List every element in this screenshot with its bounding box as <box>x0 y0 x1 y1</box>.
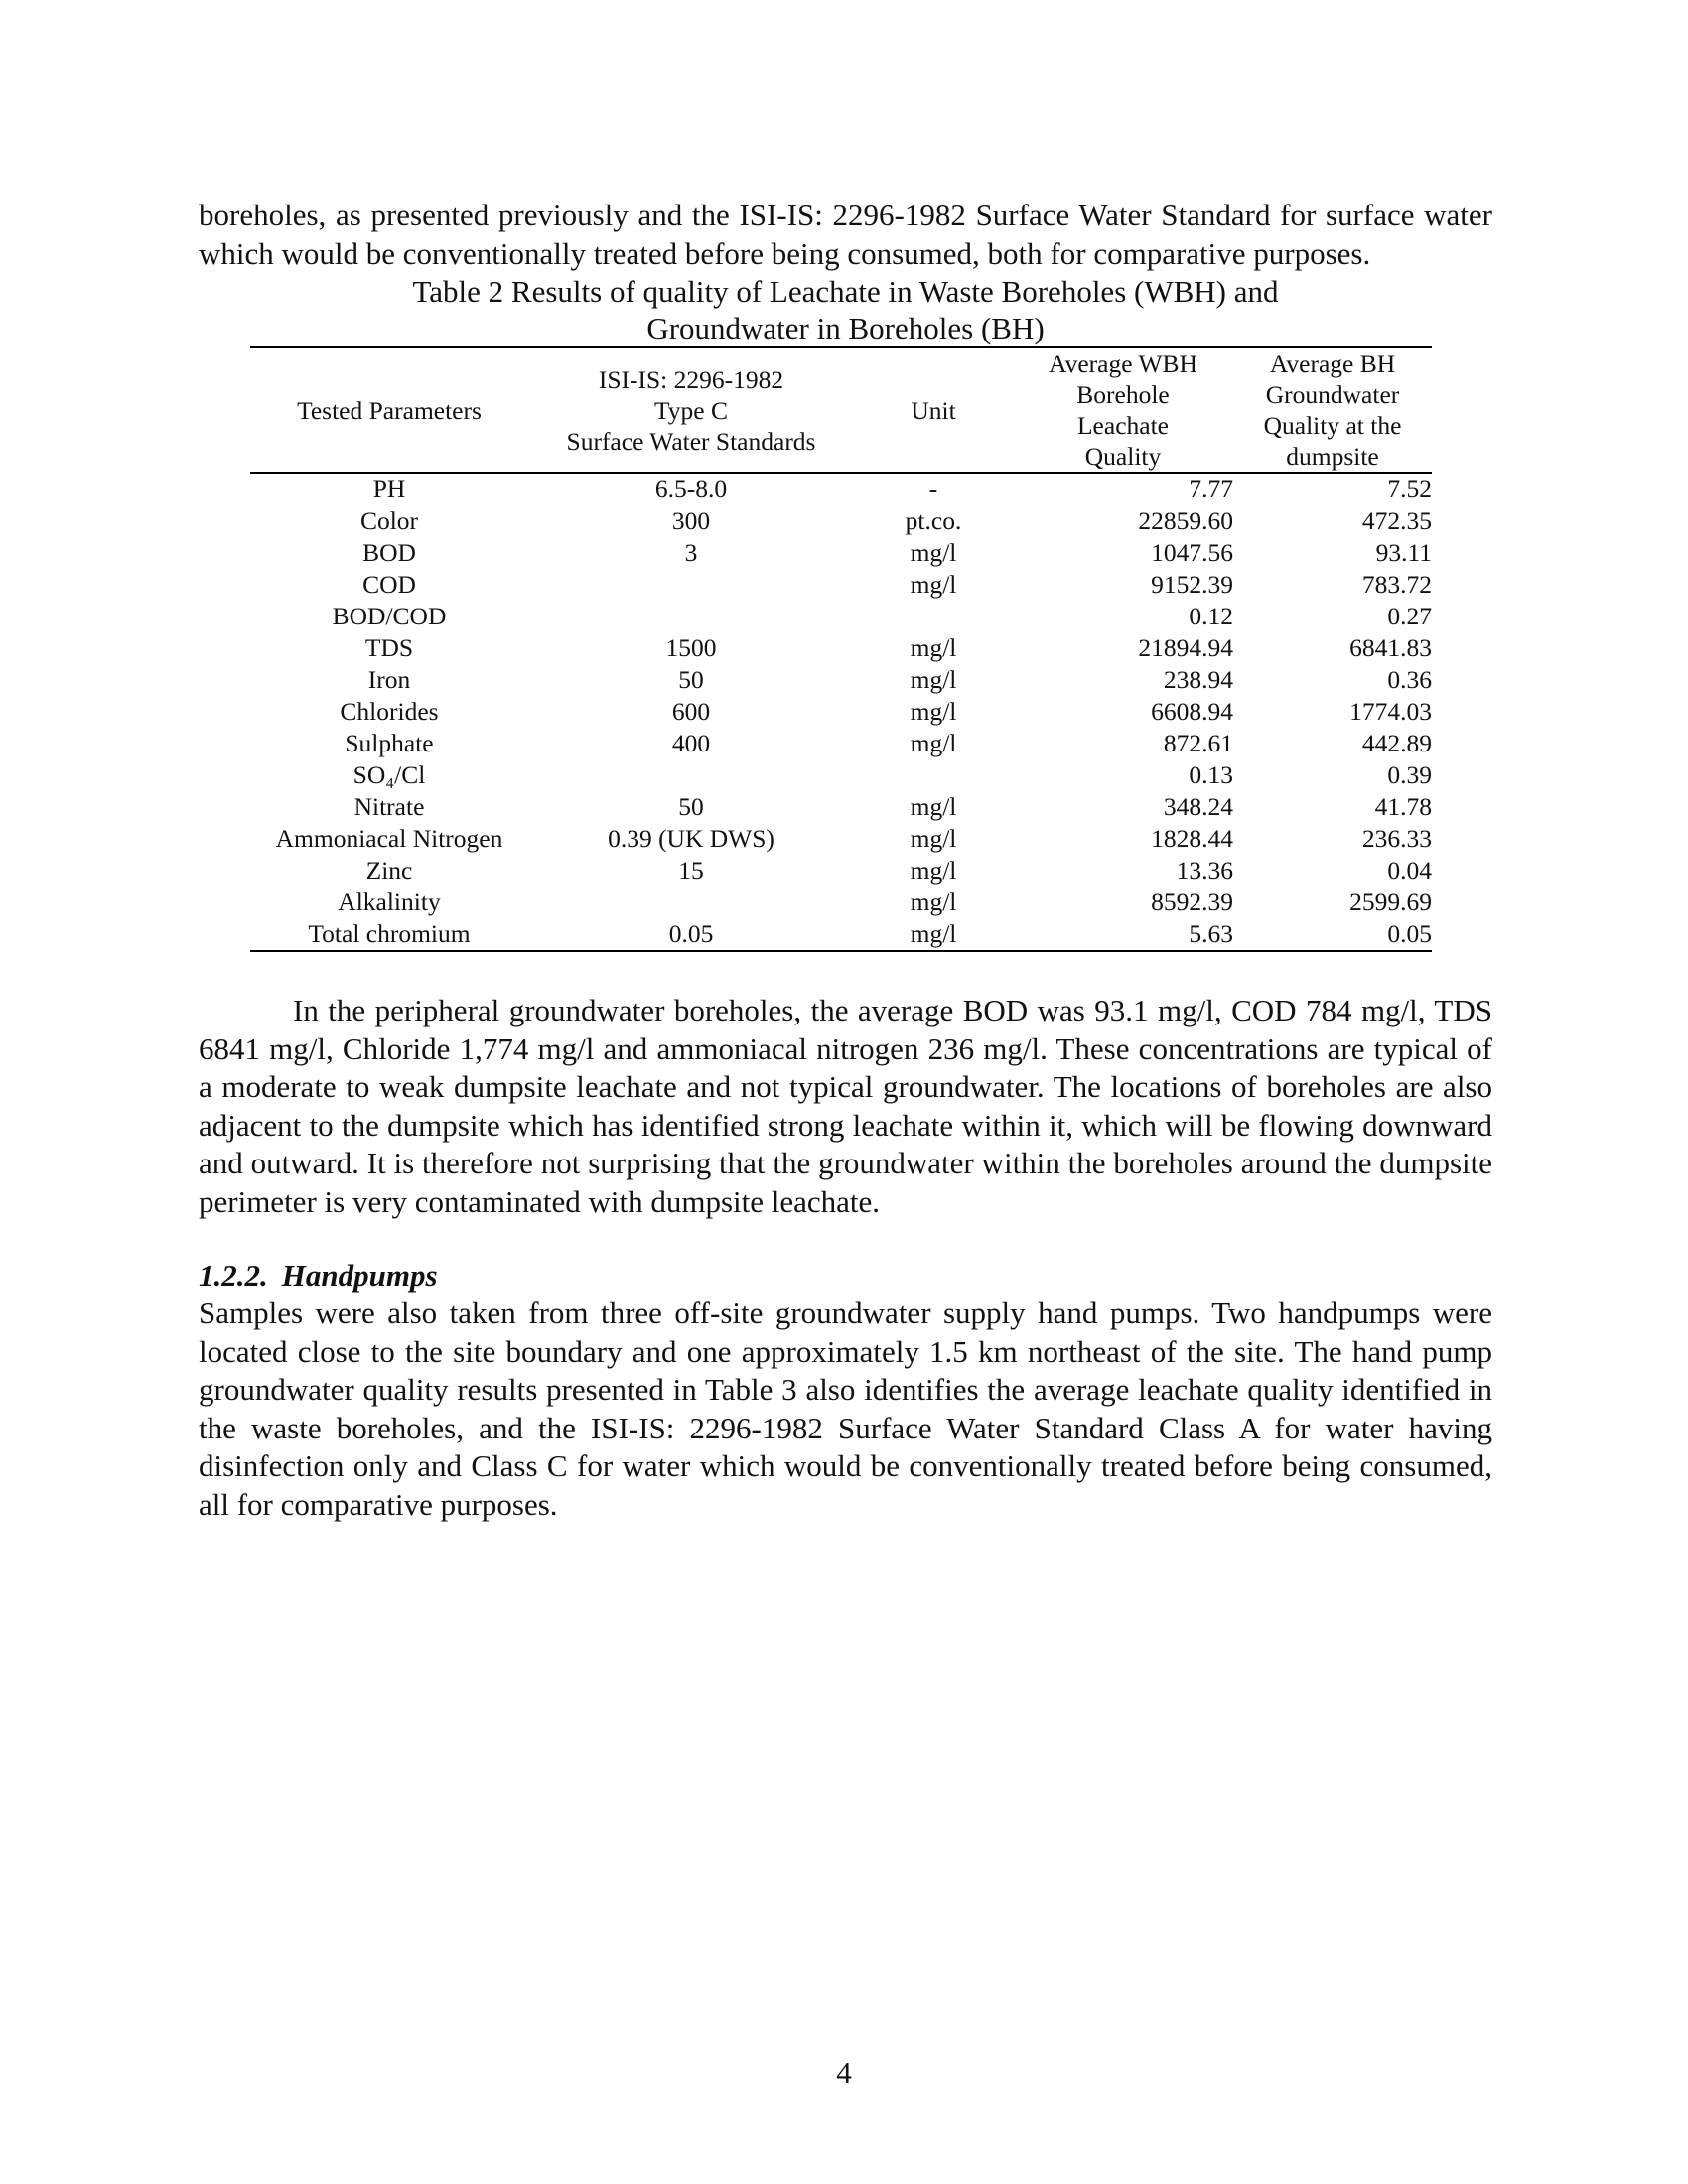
cell-param: BOD/COD <box>332 602 447 630</box>
cell-param: Ammoniacal Nitrogen <box>275 824 503 853</box>
cell-param: Iron <box>367 665 411 694</box>
header-tested-parameters: Tested Parameters <box>297 395 482 425</box>
cell-bh: 783.72 <box>1361 570 1432 599</box>
table-row <box>250 728 1432 759</box>
header-wbh-line2: Borehole <box>1076 380 1170 409</box>
cell-param: PH <box>372 475 406 503</box>
results-table-wrapper <box>250 346 1432 952</box>
cell-standard: 6.5-8.0 <box>654 475 728 503</box>
table-row <box>250 505 1432 537</box>
cell-wbh: 9152.39 <box>1151 570 1233 599</box>
cell-wbh: 21894.94 <box>1138 633 1233 662</box>
cell-bh: 0.05 <box>1387 919 1432 948</box>
cell-bh: 1774.03 <box>1349 697 1432 726</box>
cell-standard: 600 <box>671 697 711 726</box>
table-row <box>250 855 1432 887</box>
table-row <box>250 569 1432 601</box>
cell-standard <box>528 887 854 918</box>
table-row <box>250 601 1432 632</box>
cell-unit <box>854 601 1013 632</box>
cell-bh: 442.89 <box>1361 729 1432 757</box>
cell-standard: 0.39 (UK DWS) <box>608 824 774 853</box>
cell-wbh: 0.12 <box>1189 602 1233 630</box>
cell-standard: 50 <box>678 665 704 694</box>
intro-paragraph: boreholes, as presented previously and the ISI-IS: 2296-1982 Surface Water Standard for surface water which would be conventionally treated before being consumed, both for comparative purposes. <box>199 198 1492 271</box>
cell-param: Sulphate <box>345 729 434 757</box>
page-body <box>199 197 1492 1524</box>
cell-standard: 15 <box>678 856 704 885</box>
cell-unit: mg/l <box>910 538 957 567</box>
cell-param: Chlorides <box>340 697 439 726</box>
cell-unit: mg/l <box>910 792 957 821</box>
header-bh-line2: Groundwater <box>1265 380 1400 409</box>
cell-unit: mg/l <box>910 919 957 948</box>
cell-unit: mg/l <box>910 633 957 662</box>
section-number: 1.2.2. <box>199 1258 268 1293</box>
cell-bh: 236.33 <box>1361 824 1432 853</box>
cell-param: BOD <box>362 538 416 567</box>
table-caption-line1: Table 2 Results of quality of Leachate in Waste Boreholes (WBH) and <box>412 274 1279 309</box>
cell-wbh: 1828.44 <box>1151 824 1233 853</box>
cell-standard: 0.05 <box>668 919 714 948</box>
cell-standard: 50 <box>678 792 704 821</box>
table-row <box>250 632 1432 664</box>
table-row <box>250 473 1432 505</box>
header-standard <box>528 347 854 473</box>
cell-standard <box>528 569 854 601</box>
cell-wbh: 6608.94 <box>1151 697 1233 726</box>
header-unit: Unit <box>911 395 956 425</box>
cell-wbh: 5.63 <box>1189 919 1233 948</box>
cell-param: Nitrate <box>353 792 425 821</box>
cell-standard: 300 <box>671 506 711 535</box>
cell-wbh: 1047.56 <box>1151 538 1233 567</box>
header-wbh <box>1013 347 1233 473</box>
cell-wbh: 0.13 <box>1189 760 1233 789</box>
cell-unit: mg/l <box>910 824 957 853</box>
table-row <box>250 791 1432 823</box>
cell-param: Color <box>359 506 419 535</box>
cell-bh: 41.78 <box>1374 792 1432 821</box>
cell-standard <box>528 759 854 791</box>
header-bh-line1: Average BH <box>1269 349 1396 378</box>
cell-wbh: 22859.60 <box>1138 506 1233 535</box>
cell-wbh: 872.61 <box>1163 729 1233 757</box>
table-header-row <box>250 347 1432 473</box>
header-wbh-line3: Leachate <box>1076 411 1169 440</box>
cell-wbh: 7.77 <box>1189 475 1233 503</box>
handpumps-paragraph: Samples were also taken from three off-site groundwater supply hand pumps. Two handpumps were located close to the site boundary and one approximately 1.5 km northeast of the site. The hand pump groundwater quality results presented in Table 3 also identifies the average leachate quality identified in the waste boreholes, and the ISI-IS: 2296-1982 Surface Water Standard Class A for water having disinfection only and Class C for water which would be conventionally treated before being consumed, all for comparative purposes. <box>199 1296 1492 1522</box>
cell-wbh: 13.36 <box>1176 856 1233 885</box>
cell-unit: - <box>928 475 938 503</box>
header-wbh-line4: Quality <box>1084 442 1162 471</box>
cell-param: Alkalinity <box>338 887 441 916</box>
cell-unit <box>854 759 1013 791</box>
cell-param: SO₄/Cl <box>352 760 426 789</box>
section-title: Handpumps <box>281 1258 438 1293</box>
table-row <box>250 823 1432 855</box>
cell-bh: 93.11 <box>1375 538 1432 567</box>
table-caption-line2: Groundwater in Boreholes (BH) <box>646 311 1045 345</box>
table-row <box>250 664 1432 696</box>
spacer <box>199 1221 1492 1257</box>
cell-unit: mg/l <box>910 665 957 694</box>
cell-standard: 1500 <box>665 633 717 662</box>
cell-bh: 0.39 <box>1387 760 1432 789</box>
cell-unit: mg/l <box>910 729 957 757</box>
cell-param: Zinc <box>365 856 413 885</box>
header-standard-line3: Surface Water Standards <box>566 426 816 456</box>
header-standard-line1: ISI-IS: 2296-1982 <box>598 364 784 394</box>
cell-wbh: 238.94 <box>1163 665 1233 694</box>
header-wbh-line1: Average WBH <box>1049 349 1197 378</box>
cell-param: TDS <box>364 633 414 662</box>
cell-wbh: 8592.39 <box>1151 887 1233 916</box>
header-bh-line3: Quality at the <box>1263 411 1402 440</box>
table-row <box>250 759 1432 791</box>
section-heading <box>199 1257 1492 1295</box>
cell-unit: pt.co. <box>905 506 962 535</box>
cell-wbh: 348.24 <box>1163 792 1233 821</box>
cell-standard <box>528 601 854 632</box>
cell-bh: 2599.69 <box>1349 887 1432 916</box>
cell-bh: 6841.83 <box>1349 633 1432 662</box>
cell-unit: mg/l <box>910 697 957 726</box>
page-number: 4 <box>836 2055 852 2090</box>
cell-param: Total chromium <box>308 919 471 948</box>
header-bh-line4: dumpsite <box>1286 442 1379 471</box>
cell-unit: mg/l <box>910 570 957 599</box>
cell-bh: 472.35 <box>1361 506 1432 535</box>
cell-standard: 400 <box>671 729 711 757</box>
cell-bh: 0.27 <box>1387 602 1432 630</box>
cell-bh: 0.36 <box>1387 665 1432 694</box>
table-row <box>250 887 1432 918</box>
header-standard-line2: Type C <box>654 395 728 425</box>
header-bh <box>1233 347 1432 473</box>
cell-standard: 3 <box>684 538 698 567</box>
cell-unit: mg/l <box>910 887 957 916</box>
spacer <box>199 952 1492 992</box>
table-row <box>250 696 1432 728</box>
cell-bh: 7.52 <box>1387 475 1432 503</box>
cell-bh: 0.04 <box>1387 856 1432 885</box>
table-row <box>250 537 1432 569</box>
results-paragraph: In the peripheral groundwater boreholes, the average BOD was 93.1 mg/l, COD 784 mg/l, TDS 6841 mg/l, Chloride 1,774 mg/l and ammoniacal nitrogen 236 mg/l. These concentrations are typical of a moderate to weak dumpsite leachate and not typical groundwater. The locations of boreholes are also adjacent to the dumpsite which has identified strong leachate within it, which will be flowing downward and outward. It is therefore not surprising that the groundwater within the boreholes around the dumpsite perimeter is very contaminated with dumpsite leachate. <box>199 993 1492 1219</box>
table-row <box>250 918 1432 951</box>
cell-unit: mg/l <box>910 856 957 885</box>
cell-param: COD <box>362 570 416 599</box>
results-table <box>250 346 1432 952</box>
